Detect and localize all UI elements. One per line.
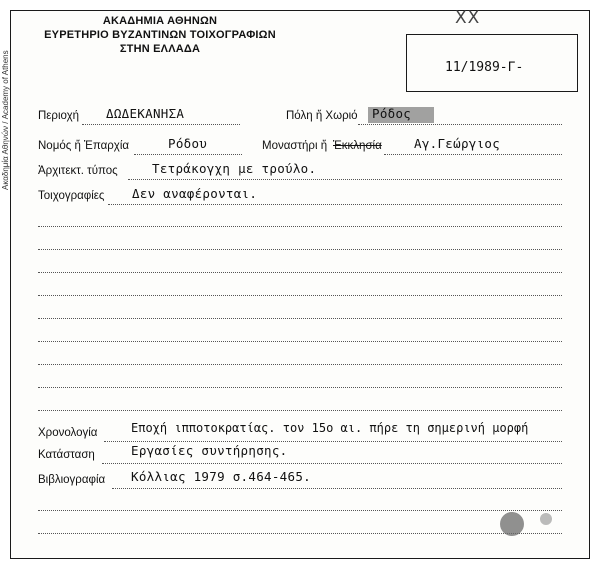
chronology-label: Χρονολογία [38, 427, 98, 439]
city-label: Πόλη ἤ Χωριό [286, 110, 358, 122]
header-line-3: ΣΤΗΝ ΕΛΛΑΔΑ [119, 43, 201, 55]
blank-dotted-line [38, 341, 562, 342]
blank-dotted-line [38, 533, 562, 534]
prefecture-dotted-line [134, 154, 242, 155]
arch-type-label: Ἀρχιτεκτ. τύπος [38, 165, 118, 177]
header-line-1: ΑΚΑΔΗΜΙΑ ΑΘΗΝΩΝ [102, 15, 218, 27]
murals-label: Τοιχογραφίες [38, 190, 105, 202]
reference-number: 11/1989-Γ- [445, 60, 524, 75]
condition-value: Εργασίες συντήρησης. [131, 443, 288, 458]
bibliography-value: Κόλλιας 1979 σ.464-465. [131, 469, 311, 484]
city-dotted-line [358, 124, 562, 125]
murals-dotted-line [108, 204, 562, 205]
chronology-dotted-line [104, 441, 562, 442]
header-line-2: ΕΥΡΕΤΗΡΙΟ ΒΥΖΑΝΤΙΝΩΝ ΤΟΙΧΟΓΡΑΦΙΩΝ [44, 29, 276, 41]
arch-dotted-line [128, 179, 562, 180]
blank-dotted-line [38, 387, 562, 388]
side-archive-text: Ακαδημία Αθηνών / Academy of Athens [1, 50, 10, 190]
bibliography-dotted-line [112, 488, 562, 489]
city-value: Ρόδος [372, 106, 412, 121]
blank-dotted-line [38, 364, 562, 365]
church-label: Ἐκκλησία [333, 140, 382, 152]
church-dotted-line [384, 154, 562, 155]
monastery-label: Μοναστήρι ἤ [262, 140, 328, 152]
arch-type-value: Τετράκογχη με τρούλο. [152, 161, 317, 176]
prefecture-value: Ρόδου [168, 136, 208, 151]
blank-dotted-line [38, 272, 562, 273]
condition-dotted-line [102, 463, 562, 464]
blank-dotted-line [38, 226, 562, 227]
region-label: Περιοχή [38, 110, 80, 122]
blank-dotted-line [38, 295, 562, 296]
stamp-mark [540, 513, 552, 525]
condition-label: Κατάσταση [38, 449, 95, 461]
prefecture-label: Νομός ἤ Ἐπαρχία [38, 140, 130, 152]
chronology-value: Εποχή ιπποτοκρατίας. τον 15ο αι. πήρε τη σημερινή μορφή [131, 421, 529, 435]
academy-seal-stamp [500, 512, 524, 536]
region-value: ΔΩΔΕΚΑΝΗΣΑ [106, 106, 185, 121]
murals-value: Δεν αναφέρονται. [132, 186, 258, 201]
blank-dotted-line [38, 510, 562, 511]
blank-dotted-line [38, 410, 562, 411]
blank-dotted-line [38, 249, 562, 250]
institution-header [30, 14, 290, 56]
church-value: Αγ.Γεώργιος [414, 136, 501, 151]
bibliography-label: Βιβλιογραφία [38, 474, 106, 486]
region-dotted-line [82, 124, 240, 125]
blank-dotted-line [38, 318, 562, 319]
corner-handwritten-mark: XX [455, 8, 481, 28]
